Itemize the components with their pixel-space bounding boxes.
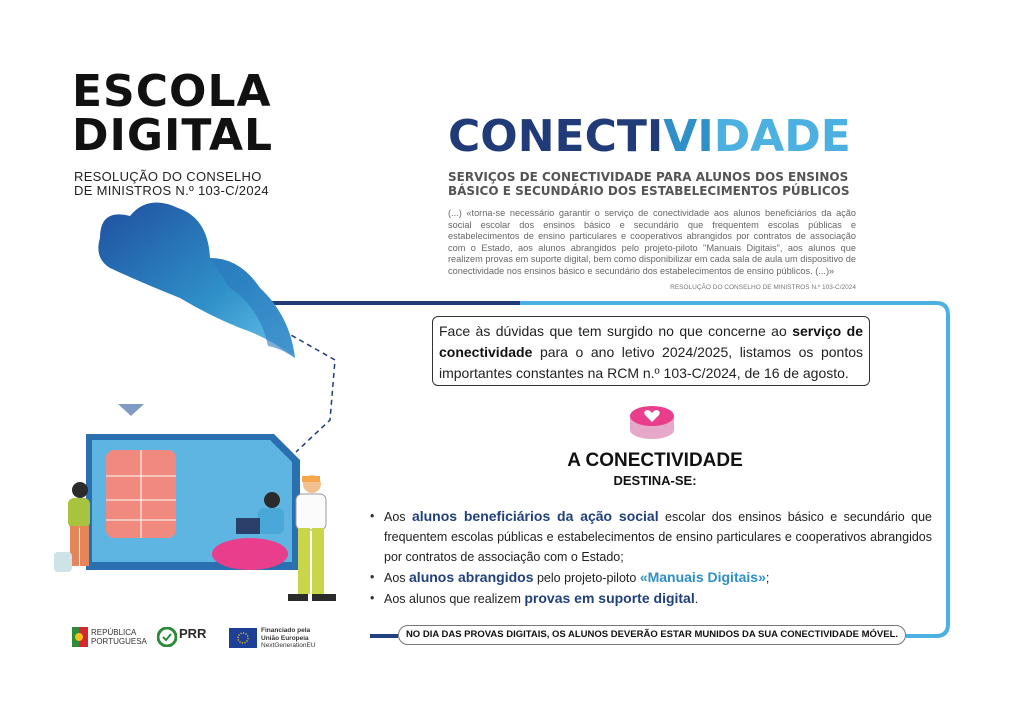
resolution-label xyxy=(74,170,269,198)
heart-button-icon xyxy=(628,402,676,442)
intro-box xyxy=(432,316,870,386)
bullet-text: . xyxy=(694,592,699,606)
republica-emblem-icon xyxy=(72,627,88,647)
bullet-text: Aos alunos que realizem xyxy=(384,592,525,606)
subtitle-line-1: SERVIÇOS DE CONECTIVIDADE PARA ALUNOS DOS ENSINOS xyxy=(448,170,849,184)
republica-line-1: REPÚBLICA xyxy=(91,628,137,637)
bullet-text: Aos xyxy=(384,510,412,524)
bullet-text: pelo projeto-piloto xyxy=(533,571,640,585)
bullet-text: ; xyxy=(765,571,770,585)
brand-line-1: ESCOLA xyxy=(72,66,272,117)
resolution-line-1: RESOLUÇÃO DO CONSELHO xyxy=(74,169,262,184)
eu-line-1: Financiado pela xyxy=(261,627,311,634)
brand-title xyxy=(72,66,274,161)
eu-line-2: União Europeia xyxy=(261,634,309,642)
footer-note: NO DIA DAS PROVAS DIGITAIS, OS ALUNOS DEVERÃO ESTAR MUNIDOS DA SUA CONECTIVIDADE MÓVEL. xyxy=(398,625,906,645)
bullet-highlight: alunos abrangidos xyxy=(409,569,534,585)
intro-text-2: para o ano letivo 2024/2025, listamos os pontos importantes constantes na RCM n.º 103-C/2024, de 16 de agosto. xyxy=(439,344,863,381)
quote-text: (...) «torna-se necessário garantir o serviço de conectividade aos alunos beneficiários da ação social escolar dos ensinos básico e secundário que frequentem escolas públicas e estabelecimentos de ensino particulares e cooperativos abrangidos por contratos de associação com o Estado, aos alunos abrangidos pelo projeto-piloto "Manuais Digitais", aos alunos que realizem provas em suporte digital, bem como disponibilizar em cada sala de aula um dispositivo de conectividade nos ensinos básico e secundário dos estabelecimentos de ensino públicos. (...)» xyxy=(448,208,856,276)
list-item xyxy=(370,567,932,588)
title-part-3: DADE xyxy=(713,111,851,162)
intro-text-1: Face às dúvidas que tem surgido no que concerne ao xyxy=(439,323,793,339)
pointer-triangle-icon xyxy=(118,404,144,418)
cloud-icon xyxy=(90,198,300,368)
republica-logo xyxy=(72,626,152,648)
bullet-highlight-secondary: «Manuais Digitais» xyxy=(639,569,766,585)
intro-bold: serviço de conectividade xyxy=(439,323,863,360)
brand-line-2: DIGITAL xyxy=(72,110,274,161)
bullet-text: Aos xyxy=(384,571,410,585)
republica-line-2: PORTUGUESA xyxy=(91,637,147,646)
eu-logo xyxy=(229,626,329,650)
bullet-text: escolar dos ensinos básico e secundário que frequentem escolas públicas e estabelecimentos de ensino particulares e cooperativos abrangidos por contratos de associação com o Estado; xyxy=(384,510,932,564)
title-part-2: VI xyxy=(663,111,714,162)
people-illustration xyxy=(50,470,350,610)
destination-subtitle: DESTINA-SE: xyxy=(613,473,697,488)
page-title xyxy=(448,112,851,162)
quote-source: RESOLUÇÃO DO CONSELHO DE MINISTROS N.º 103-C/2024 xyxy=(670,284,856,291)
prr-label: PRR xyxy=(179,626,207,641)
prr-emblem-icon xyxy=(157,627,177,647)
list-item xyxy=(370,588,932,609)
prr-logo xyxy=(157,626,221,648)
eu-flag-icon xyxy=(229,628,257,648)
title-part-1: CONECTI xyxy=(448,111,664,162)
eu-line-3: NextGenerationEU xyxy=(261,642,316,649)
list-item xyxy=(370,506,932,567)
destination-list xyxy=(370,506,932,609)
bullet-highlight: provas em suporte digital xyxy=(524,590,695,606)
page-subtitle xyxy=(448,170,858,198)
subtitle-line-2: BÁSICO E SECUNDÁRIO DOS ESTABELECIMENTOS PÚBLICOS xyxy=(448,184,850,198)
resolution-line-2: DE MINISTROS N.º 103-C/2024 xyxy=(74,183,269,198)
destination-title: A CONECTIVIDADE xyxy=(567,450,743,471)
bullet-highlight: alunos beneficiários da ação social xyxy=(411,508,659,524)
